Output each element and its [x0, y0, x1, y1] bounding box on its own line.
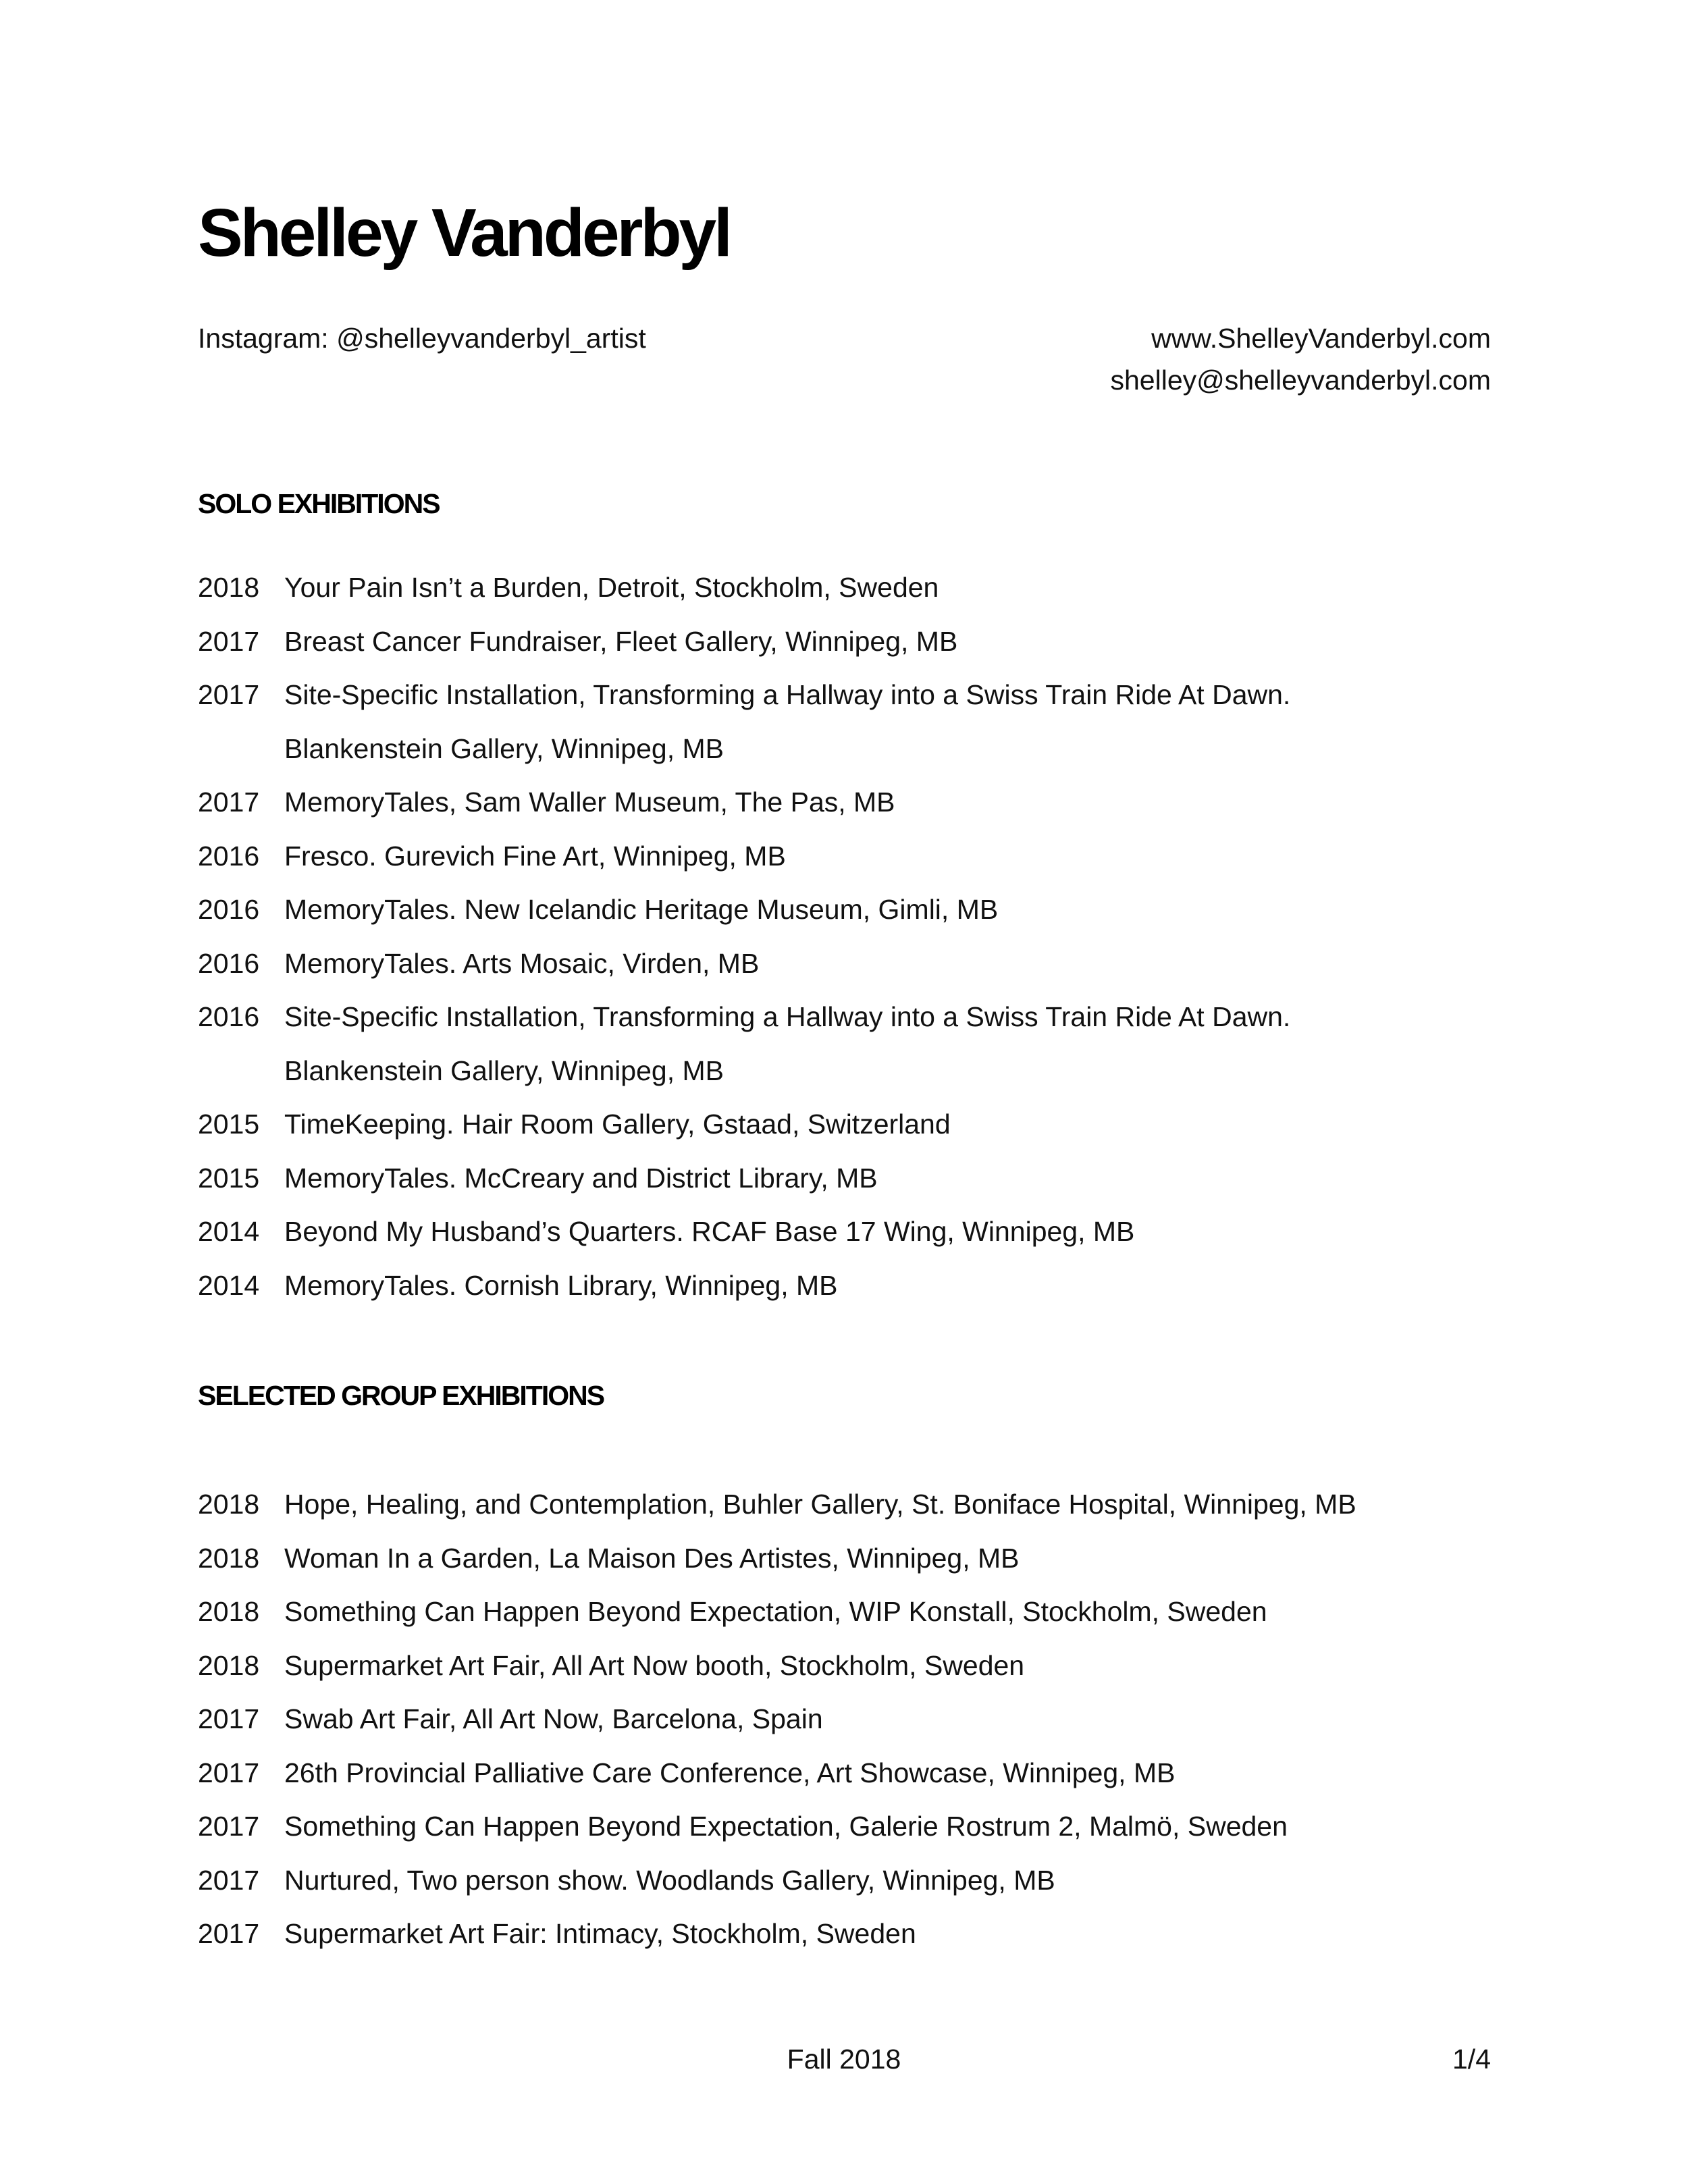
- exhibition-description: [284, 1259, 838, 1313]
- exhibition-year: 2018: [198, 572, 260, 603]
- exhibition-description: [284, 668, 1290, 776]
- exhibition-line: TimeKeeping. Hair Room Gallery, Gstaad, Switzerland: [284, 1109, 951, 1140]
- group-exhibitions-heading: SELECTED GROUP EXHIBITIONS: [198, 1380, 604, 1411]
- exhibition-year: 2017: [198, 679, 260, 710]
- exhibition-entry: [198, 668, 1290, 776]
- exhibition-year: 2014: [198, 1216, 260, 1247]
- exhibition-year: 2017: [198, 787, 260, 818]
- exhibition-year: 2018: [198, 1489, 260, 1520]
- exhibition-description: [284, 1098, 951, 1152]
- exhibition-year: 2018: [198, 1596, 260, 1627]
- exhibition-description: [284, 1800, 1288, 1854]
- exhibition-entry: [198, 1478, 1356, 1532]
- exhibition-line: MemoryTales. McCreary and District Library, MB: [284, 1162, 878, 1194]
- exhibition-line: 26th Provincial Palliative Care Conference, Art Showcase, Winnipeg, MB: [284, 1757, 1176, 1788]
- exhibition-line: Nurtured, Two person show. Woodlands Gallery, Winnipeg, MB: [284, 1864, 1055, 1896]
- exhibition-entry: [198, 776, 1290, 830]
- exhibition-entry: [198, 561, 1290, 615]
- exhibition-line: Blankenstein Gallery, Winnipeg, MB: [284, 733, 724, 764]
- exhibition-year: 2017: [198, 625, 260, 657]
- exhibition-description: [284, 830, 786, 884]
- exhibition-description: [284, 1639, 1024, 1693]
- exhibition-line: MemoryTales, Sam Waller Museum, The Pas, MB: [284, 787, 895, 818]
- page-number: 1/4: [1452, 2044, 1491, 2075]
- exhibition-description: [284, 1478, 1356, 1532]
- exhibition-entry: [198, 990, 1290, 1098]
- exhibition-year: 2016: [198, 894, 260, 925]
- exhibition-entry: [198, 1854, 1356, 1908]
- exhibition-description: [284, 990, 1290, 1098]
- email-link[interactable]: shelley@shelleyvanderbyl.com: [1110, 365, 1491, 396]
- exhibition-entry: [198, 1259, 1290, 1313]
- exhibition-entry: [198, 615, 1290, 669]
- exhibition-description: [284, 615, 957, 669]
- exhibition-year: 2017: [198, 1703, 260, 1734]
- artist-name: Shelley Vanderbyl: [198, 195, 730, 271]
- exhibition-line: Supermarket Art Fair: Intimacy, Stockholm, Sweden: [284, 1918, 916, 1949]
- exhibition-year: 2017: [198, 1757, 260, 1788]
- exhibition-year: 2017: [198, 1918, 260, 1949]
- exhibition-line: Something Can Happen Beyond Expectation, Galerie Rostrum 2, Malmö, Sweden: [284, 1811, 1288, 1842]
- exhibition-year: 2015: [198, 1162, 260, 1194]
- exhibition-line: Your Pain Isn’t a Burden, Detroit, Stockholm, Sweden: [284, 572, 939, 603]
- group-exhibitions-list: [198, 1478, 1356, 1961]
- contact-block: [1111, 317, 1492, 401]
- exhibition-line: Blankenstein Gallery, Winnipeg, MB: [284, 1055, 724, 1086]
- exhibition-entry: [198, 883, 1290, 937]
- exhibition-line: MemoryTales. New Icelandic Heritage Museum, Gimli, MB: [284, 894, 999, 925]
- exhibition-description: [284, 1907, 916, 1961]
- exhibition-line: Site-Specific Installation, Transforming a Hallway into a Swiss Train Ride At Dawn.: [284, 1001, 1291, 1032]
- exhibition-line: Breast Cancer Fundraiser, Fleet Gallery, Winnipeg, MB: [284, 625, 958, 657]
- exhibition-line: Swab Art Fair, All Art Now, Barcelona, Spain: [284, 1703, 823, 1734]
- exhibition-description: [284, 1854, 1055, 1908]
- exhibition-description: [284, 1532, 1020, 1586]
- exhibition-description: [284, 1747, 1175, 1801]
- exhibition-entry: [198, 1800, 1356, 1854]
- exhibition-line: Supermarket Art Fair, All Art Now booth, Stockholm, Sweden: [284, 1649, 1025, 1681]
- exhibition-year: 2017: [198, 1811, 260, 1842]
- exhibition-entry: [198, 830, 1290, 884]
- exhibition-description: [284, 1585, 1267, 1639]
- solo-exhibitions-heading: SOLO EXHIBITIONS: [198, 488, 440, 519]
- solo-exhibitions-list: [198, 561, 1290, 1312]
- exhibition-description: [284, 883, 998, 937]
- exhibition-entry: [198, 1152, 1290, 1206]
- exhibition-description: [284, 561, 939, 615]
- contact-instagram[interactable]: Instagram: @shelleyvanderbyl_artist: [198, 323, 646, 354]
- exhibition-description: [284, 776, 895, 830]
- footer-date: Fall 2018: [787, 2044, 901, 2075]
- exhibition-line: Woman In a Garden, La Maison Des Artistes, Winnipeg, MB: [284, 1542, 1020, 1574]
- exhibition-year: 2016: [198, 840, 260, 872]
- exhibition-year: 2014: [198, 1269, 260, 1301]
- website-link[interactable]: www.ShelleyVanderbyl.com: [1151, 323, 1491, 354]
- exhibition-entry: [198, 1747, 1356, 1801]
- exhibition-description: [284, 1693, 823, 1747]
- exhibition-entry: [198, 937, 1290, 991]
- exhibition-year: 2018: [198, 1542, 260, 1574]
- exhibition-line: Site-Specific Installation, Transforming a Hallway into a Swiss Train Ride At Dawn.: [284, 679, 1291, 710]
- exhibition-line: MemoryTales. Cornish Library, Winnipeg, MB: [284, 1269, 838, 1301]
- exhibition-line: Beyond My Husband’s Quarters. RCAF Base 17 Wing, Winnipeg, MB: [284, 1216, 1135, 1247]
- exhibition-line: MemoryTales. Arts Mosaic, Virden, MB: [284, 947, 760, 979]
- exhibition-entry: [198, 1639, 1356, 1693]
- exhibition-line: Hope, Healing, and Contemplation, Buhler Gallery, St. Boniface Hospital, Winnipeg, MB: [284, 1489, 1356, 1520]
- exhibition-entry: [198, 1098, 1290, 1152]
- exhibition-entry: [198, 1205, 1290, 1259]
- exhibition-entry: [198, 1907, 1356, 1961]
- exhibition-year: 2017: [198, 1864, 260, 1896]
- exhibition-description: [284, 1205, 1134, 1259]
- exhibition-entry: [198, 1532, 1356, 1586]
- exhibition-description: [284, 1152, 878, 1206]
- exhibition-description: [284, 937, 759, 991]
- exhibition-year: 2015: [198, 1109, 260, 1140]
- exhibition-year: 2016: [198, 1001, 260, 1032]
- exhibition-year: 2018: [198, 1649, 260, 1681]
- exhibition-year: 2016: [198, 947, 260, 979]
- exhibition-entry: [198, 1585, 1356, 1639]
- exhibition-line: Fresco. Gurevich Fine Art, Winnipeg, MB: [284, 840, 786, 872]
- exhibition-line: Something Can Happen Beyond Expectation, WIP Konstall, Stockholm, Sweden: [284, 1596, 1267, 1627]
- exhibition-entry: [198, 1693, 1356, 1747]
